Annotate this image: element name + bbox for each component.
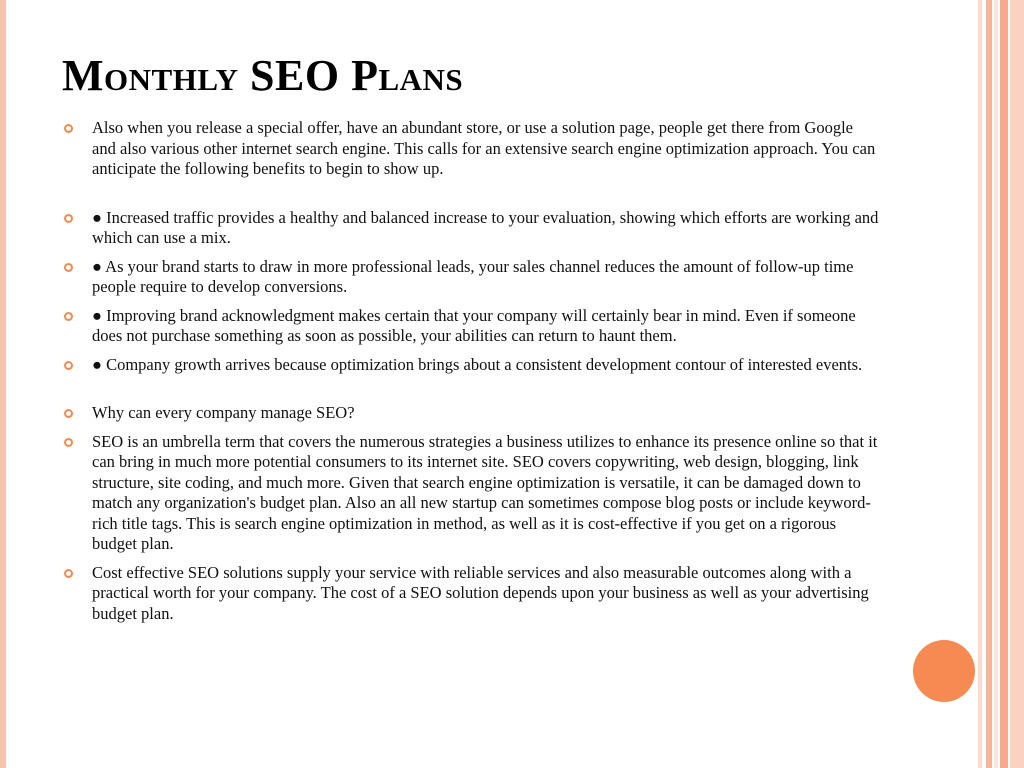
list-item-text: Why can every company manage SEO? bbox=[92, 403, 355, 422]
list-item bbox=[60, 432, 880, 555]
list-item-text: ● Company growth arrives because optimization brings about a consistent development contour of interested events. bbox=[92, 354, 863, 374]
decorative-orange-circle bbox=[913, 640, 975, 702]
list-item bbox=[60, 355, 880, 376]
list-item-text: Also when you release a special offer, have an abundant store, or use a solution page, people get there from Google and also various other internet search engine. This calls for an extensive search engine optimization approach. You can anticipate the following benefits to begin to show up. bbox=[92, 118, 876, 178]
list-item-text: Cost effective SEO solutions supply your service with reliable services and also measurable outcomes along with a practical worth for your company. The cost of a SEO solution depends upon your business as well as your advertising budget plan. bbox=[92, 562, 869, 623]
list-item bbox=[60, 118, 880, 180]
left-border-stripe bbox=[0, 0, 6, 768]
circle-bullet-icon bbox=[64, 361, 73, 370]
list-item bbox=[60, 208, 880, 249]
list-item bbox=[60, 403, 880, 424]
list-item-text: ● Improving brand acknowledgment makes certain that your company will certainly bear in mind. Even if someone does not purchase something as soon as possible, your abilities can return to haunt them. bbox=[92, 305, 856, 345]
list-item-text: SEO is an umbrella term that covers the numerous strategies a business utilizes to enhance its presence online so that it can bring in much more potential consumers to its internet site. SEO covers copywriting, web design, blogging, link structure, site coding, and much more. Given that search engine optimization is versatile, it can be damaged down to match any organization's budget plan. Also an all new startup can sometimes compose blog posts or include keyword-rich title tags. This is search engine optimization in method, as well as it is cost-effective if you get on a rigorous budget plan. bbox=[92, 431, 878, 553]
circle-bullet-icon bbox=[64, 124, 73, 133]
slide-title: Monthly SEO Plans bbox=[62, 51, 464, 100]
right-border-stripe bbox=[986, 0, 992, 768]
circle-bullet-icon bbox=[64, 263, 73, 272]
circle-bullet-icon bbox=[64, 409, 73, 418]
list-item-text: ● As your brand starts to draw in more professional leads, your sales channel reduces the amount of follow-up time people require to develop conversions. bbox=[92, 256, 854, 296]
right-border-stripe bbox=[1000, 0, 1008, 768]
right-border-stripe bbox=[978, 0, 982, 768]
list-item-text: ● Increased traffic provides a healthy and balanced increase to your evaluation, showing which efforts are working and which can use a mix. bbox=[92, 207, 879, 247]
list-item bbox=[60, 563, 880, 625]
list-item bbox=[60, 257, 880, 298]
circle-bullet-icon bbox=[64, 312, 73, 321]
right-border-stripe bbox=[1010, 0, 1024, 768]
list-item bbox=[60, 306, 880, 347]
right-border-stripe bbox=[994, 0, 998, 768]
circle-bullet-icon bbox=[64, 438, 73, 447]
bullet-list bbox=[60, 118, 880, 632]
circle-bullet-icon bbox=[64, 214, 73, 223]
circle-bullet-icon bbox=[64, 569, 73, 578]
